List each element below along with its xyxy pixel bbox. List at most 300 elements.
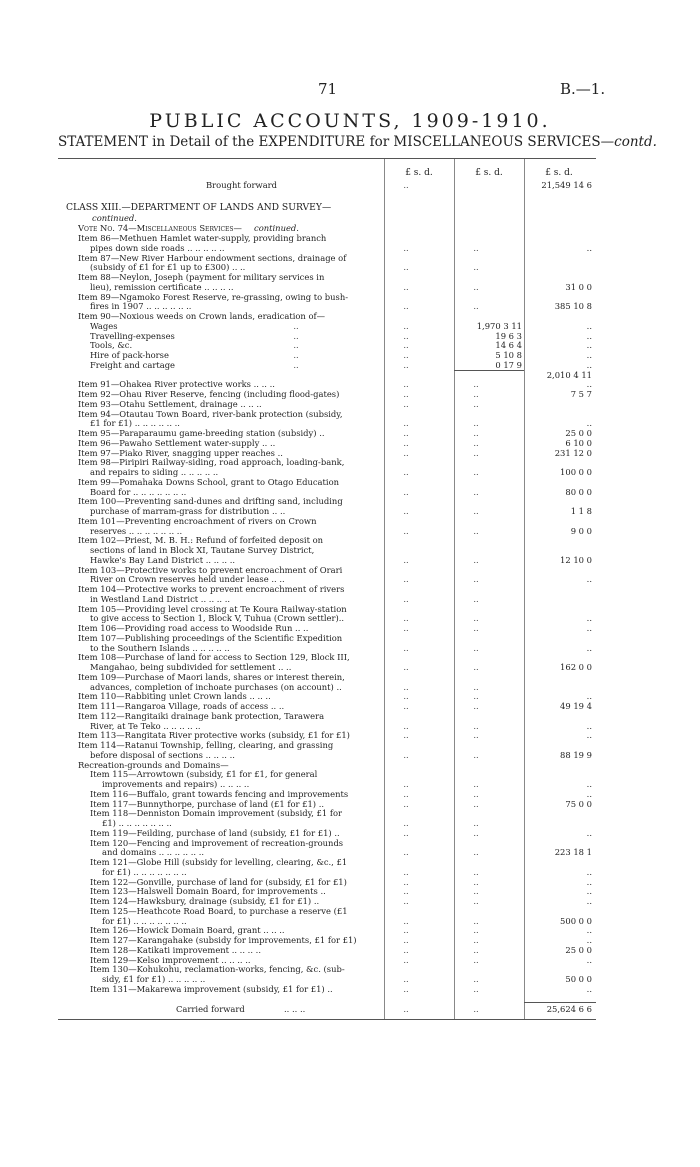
table-row bbox=[58, 808, 596, 818]
item-description: purchase of marram-grass for distribution .. .. bbox=[90, 506, 286, 516]
item-description: Item 105—Providing level crossing at Te Koura Railway-station bbox=[78, 603, 347, 614]
dots-col1: .. bbox=[403, 467, 409, 477]
item-description: Item 110—Rabbiting unlet Crown lands .. .. .. bbox=[78, 691, 271, 702]
table-row bbox=[58, 311, 596, 321]
table-row bbox=[58, 955, 596, 965]
table-row bbox=[58, 360, 596, 370]
dots-col2: .. bbox=[473, 749, 479, 760]
table-row bbox=[58, 301, 596, 311]
amount-col3: 2,010 4 11 bbox=[546, 369, 592, 380]
item-description: Item 98—Piripiri Railway-siding, road approach, loading-bank, bbox=[78, 457, 345, 468]
amount-col3: .. bbox=[586, 320, 592, 331]
dots-col1: .. bbox=[403, 749, 409, 760]
table-row bbox=[58, 487, 596, 497]
dots-col2: .. bbox=[473, 681, 479, 692]
dots-col1: .. bbox=[403, 320, 409, 331]
table-row bbox=[58, 662, 596, 672]
dots-col1: .. bbox=[403, 262, 409, 273]
table-row bbox=[58, 740, 596, 750]
table-row bbox=[58, 340, 596, 350]
dots-col1: .. bbox=[403, 340, 409, 351]
table-row bbox=[58, 253, 596, 263]
amount-col3: 223 18 1 bbox=[554, 847, 592, 858]
dots-col1: .. bbox=[403, 447, 409, 458]
dots-col1: .. bbox=[403, 720, 409, 731]
vote-continued-text: continued. bbox=[254, 223, 299, 233]
amount-col3: 75 0 0 bbox=[565, 798, 592, 809]
amount-col3: 49 19 4 bbox=[560, 701, 592, 711]
subtitle-suffix: —contd. bbox=[600, 134, 657, 150]
dots-col1: .. bbox=[403, 506, 409, 516]
item-description: Item 119—Feilding, purchase of land (subsidy, £1 for £1) .. bbox=[90, 827, 340, 838]
item-description: £1 for £1) .. .. .. .. .. .. bbox=[90, 418, 180, 429]
table-row bbox=[58, 643, 596, 653]
amount-col3: .. bbox=[586, 359, 592, 370]
item-description: improvements and repairs) .. .. .. .. bbox=[102, 779, 250, 789]
brought-forward-label: Brought forward bbox=[206, 180, 278, 190]
subtitle-main: STATEMENT in Detail of the EXPENDITURE for MISCELLANEOUS SERVICES bbox=[58, 134, 601, 150]
item-description: Item 94—Otautau Town Board, river-bank protection (subsidy, bbox=[78, 408, 343, 419]
item-description: Item 92—Ohau River Reserve, fencing (including flood-gates) bbox=[78, 389, 340, 399]
dots-col1: .. bbox=[403, 301, 409, 312]
page-title: PUBLIC ACCOUNTS, 1909-1910. bbox=[149, 110, 551, 132]
table-row bbox=[58, 535, 596, 545]
item-description: sections of land in Block XI, Tautane Survey District, bbox=[90, 545, 315, 555]
dots-col1: .. bbox=[403, 798, 409, 809]
item-description: Wages bbox=[90, 320, 118, 331]
table-row bbox=[58, 409, 596, 419]
dots-col1: .. bbox=[403, 359, 409, 370]
amount-col3: 25 0 0 bbox=[565, 944, 592, 955]
amount-col3: .. bbox=[586, 866, 592, 877]
table-row bbox=[58, 594, 596, 604]
item-description: Item 87—New River Harbour endowment sections, drainage of bbox=[78, 252, 347, 263]
item-description: advances, completion of inchoate purchases (on account) .. bbox=[90, 681, 342, 692]
table-row bbox=[58, 399, 596, 409]
item-description: Freight and cartage bbox=[90, 359, 176, 370]
dots-leader: .. bbox=[293, 330, 299, 341]
table-row bbox=[58, 633, 596, 643]
item-description: River, at Te Teko .. .. .. .. .. bbox=[90, 720, 201, 731]
table-row bbox=[58, 730, 596, 740]
table-row bbox=[58, 877, 596, 887]
dots-col1: .. bbox=[403, 437, 409, 448]
brought-forward-row bbox=[58, 180, 596, 190]
item-description: Item 102—Priest, M. B. H.: Refund of forfeited deposit on bbox=[78, 535, 324, 546]
dots-col1: .. bbox=[403, 818, 409, 828]
dots-col2: .. bbox=[473, 398, 479, 409]
item-description: reserves .. .. .. .. .. .. .. bbox=[90, 525, 183, 536]
dots-col2: .. bbox=[473, 642, 479, 653]
amount-col3: .. bbox=[586, 779, 592, 789]
table-row bbox=[58, 457, 596, 467]
dots-col2: .. bbox=[473, 428, 479, 438]
dots-col2: .. bbox=[473, 301, 479, 312]
amount-col3: 385 10 8 bbox=[554, 301, 592, 312]
dots-col2: .. bbox=[473, 447, 479, 458]
table-row bbox=[58, 691, 596, 701]
table-row bbox=[58, 331, 596, 341]
item-description: Item 111—Rangaroa Village, roads of access .. .. bbox=[78, 701, 285, 711]
dots-col1: .. bbox=[403, 389, 409, 399]
dots-col1: .. bbox=[403, 788, 409, 799]
item-description: Item 125—Heathcote Road Board, to purchase a reserve (£1 bbox=[90, 905, 348, 916]
dots-col1: .. bbox=[403, 847, 409, 858]
amount-col3: .. bbox=[586, 730, 592, 741]
dots-col2: .. bbox=[473, 574, 479, 585]
page-number: 71 bbox=[318, 80, 338, 98]
dots-col1: .. bbox=[403, 180, 409, 190]
item-description: Board for .. .. .. .. .. .. .. bbox=[90, 486, 187, 497]
table-row bbox=[58, 701, 596, 711]
item-description: Item 91—Ohakea River protective works .. .. .. bbox=[78, 379, 275, 390]
table-row bbox=[58, 516, 596, 526]
dots-col1: .. bbox=[403, 525, 409, 536]
item-description: Item 104—Protective works to prevent encroachment of rivers bbox=[78, 584, 345, 594]
dots-col1: .. bbox=[403, 662, 409, 672]
table-row bbox=[58, 925, 596, 935]
dots-col1: .. bbox=[403, 281, 409, 292]
dots-col2: .. bbox=[473, 389, 479, 399]
dots-col1: .. bbox=[403, 681, 409, 692]
item-description: Item 126—Howick Domain Board, grant .. .. .. bbox=[90, 925, 285, 936]
amount-col3: .. bbox=[586, 691, 592, 702]
table-row bbox=[58, 545, 596, 555]
amount-col3: .. bbox=[586, 642, 592, 653]
dots-col2: .. bbox=[473, 691, 479, 702]
statement-subtitle bbox=[58, 134, 657, 150]
amount-col3: 31 0 0 bbox=[565, 281, 592, 292]
amount-col2: 0 17 9 bbox=[495, 359, 522, 370]
table-row bbox=[58, 867, 596, 877]
item-description: pipes down side roads .. .. .. .. .. bbox=[90, 242, 225, 253]
amount-col3: 50 0 0 bbox=[565, 974, 592, 984]
dots-col2: .. bbox=[473, 935, 479, 945]
item-description: Item 112—Rangitaiki drainage bank protection, Tarawera bbox=[78, 710, 325, 721]
item-description: Item 120—Fencing and improvement of recreation-grounds bbox=[90, 837, 344, 848]
table-row bbox=[58, 467, 596, 477]
class-heading-text: CLASS XIII.—DEPARTMENT OF LANDS AND SURVEY— bbox=[66, 203, 332, 213]
item-description: Travelling-expenses bbox=[90, 330, 175, 341]
dots-col2: .. bbox=[473, 944, 479, 955]
table-row bbox=[58, 896, 596, 906]
table-row bbox=[58, 750, 596, 760]
table-row bbox=[58, 389, 596, 399]
dots-col1: .. bbox=[403, 730, 409, 741]
table-row bbox=[58, 652, 596, 662]
dots-col1: .. bbox=[403, 379, 409, 390]
item-description: Item 88—Neylon, Joseph (payment for military services in bbox=[78, 272, 325, 282]
amount-col3: .. bbox=[586, 242, 592, 253]
item-description: Item 95—Paraparaumu game-breeding station (subsidy) .. bbox=[78, 428, 325, 438]
table-row bbox=[58, 906, 596, 916]
item-description: for £1) .. .. .. .. .. .. .. bbox=[102, 915, 187, 926]
amount-col3: .. bbox=[586, 925, 592, 936]
amount-col3: .. bbox=[586, 983, 592, 994]
table-row bbox=[58, 233, 596, 243]
table-row bbox=[58, 945, 596, 955]
table-row bbox=[58, 799, 596, 809]
item-description: Hire of pack-horse bbox=[90, 350, 169, 360]
dots-col1: .. bbox=[403, 642, 409, 653]
amount-col3: .. bbox=[586, 886, 592, 897]
dots-col1: .. bbox=[403, 935, 409, 945]
page-reference: B.—1. bbox=[560, 80, 606, 98]
dots-leader: .. bbox=[293, 320, 299, 331]
amount-col3: 12 10 0 bbox=[560, 554, 592, 565]
amount-col3: .. bbox=[586, 876, 592, 887]
dots-col1: .. bbox=[403, 944, 409, 955]
dots-col2: .. bbox=[473, 613, 479, 624]
amount-col3: 7 5 7 bbox=[570, 389, 592, 399]
table-row bbox=[58, 789, 596, 799]
amount-col2: 1,970 3 11 bbox=[476, 320, 522, 331]
table-row bbox=[58, 818, 596, 828]
carried-forward-row bbox=[58, 1004, 596, 1014]
item-description: Item 127—Karangahake (subsidy for improvements, £1 for £1) bbox=[90, 935, 357, 945]
dots-leader: .. bbox=[293, 350, 299, 360]
dots-col1: .. bbox=[403, 896, 409, 906]
dots-col2: .. bbox=[473, 262, 479, 273]
amount-col3: 162 0 0 bbox=[560, 662, 592, 672]
dots-col2: .. bbox=[473, 1004, 479, 1014]
item-description: Mangahao, being subdivided for settlement .. .. bbox=[90, 662, 292, 672]
table-row bbox=[58, 847, 596, 857]
column-headers bbox=[58, 168, 596, 180]
total-rule bbox=[524, 1002, 596, 1003]
table-row bbox=[58, 672, 596, 682]
item-description: Item 86—Methuen Hamlet water-supply, providing branch bbox=[78, 233, 327, 243]
item-description: Item 106—Providing road access to Woodside Run .. .. bbox=[78, 623, 309, 633]
amount-col3: .. bbox=[586, 330, 592, 341]
item-description: Item 128—Katikati improvement .. .. .. .. bbox=[90, 944, 261, 955]
table-row bbox=[58, 769, 596, 779]
table-row bbox=[58, 292, 596, 302]
item-description: to the Southern Islands .. .. .. .. .. bbox=[90, 642, 230, 653]
dots-col1: .. bbox=[403, 330, 409, 341]
dots-col1: .. bbox=[403, 915, 409, 926]
item-description: £1) .. .. .. .. .. .. .. bbox=[102, 818, 172, 828]
dots-col1: .. bbox=[403, 1004, 409, 1014]
dots-col1: .. bbox=[403, 350, 409, 360]
item-description: sidy, £1 for £1) .. .. .. .. .. bbox=[102, 974, 206, 984]
dots-col1: .. bbox=[403, 876, 409, 887]
item-description: Item 108—Purchase of land for access to Section 129, Block III, bbox=[78, 652, 350, 663]
item-description: Item 115—Arrowtown (subsidy, £1 for £1, for general bbox=[90, 769, 318, 780]
dots-col2: .. bbox=[473, 467, 479, 477]
dots-col1: .. bbox=[403, 623, 409, 633]
amount-col3: .. bbox=[586, 340, 592, 351]
item-description: Item 129—Kelso improvement .. .. .. .. bbox=[90, 954, 251, 965]
table-row bbox=[58, 964, 596, 974]
dots-col2: .. bbox=[473, 379, 479, 390]
table-row bbox=[58, 418, 596, 428]
dots-col1: .. bbox=[403, 428, 409, 438]
item-description: Item 116—Buffalo, grant towards fencing and improvements bbox=[90, 788, 349, 799]
dots-col2: .. bbox=[473, 701, 479, 711]
table-row bbox=[58, 565, 596, 575]
table-row bbox=[58, 477, 596, 487]
dots-col2: .. bbox=[473, 886, 479, 897]
item-description: Item 124—Hawksbury, drainage (subsidy, £1 for £1) .. bbox=[90, 896, 320, 906]
item-description: Item 89—Ngamoko Forest Reserve, re-grassing, owing to bush- bbox=[78, 291, 349, 302]
amount-col2: 14 6 4 bbox=[495, 340, 522, 351]
amount-col3: 1 1 8 bbox=[570, 506, 592, 516]
dots-col2: .. bbox=[473, 593, 479, 604]
item-description: in Westland Land District .. .. .. .. bbox=[90, 593, 231, 604]
table-row bbox=[58, 272, 596, 282]
dots-col2: .. bbox=[473, 486, 479, 497]
dots-col1: .. bbox=[403, 886, 409, 897]
amount-col3: .. bbox=[586, 574, 592, 585]
item-description: Item 103—Protective works to prevent encroachment of Orari bbox=[78, 564, 343, 575]
table-row bbox=[58, 857, 596, 867]
dots-col1: .. bbox=[403, 574, 409, 585]
vote-heading-text: Vote No. 74—Miscellaneous Services— bbox=[78, 223, 242, 233]
amount-col3: 88 19 9 bbox=[560, 749, 592, 760]
dots-col2: .. bbox=[473, 662, 479, 672]
dots-col2: .. bbox=[473, 954, 479, 965]
item-description: Item 97—Piako River, snagging upper reaches .. bbox=[78, 447, 283, 458]
dots-col1: .. bbox=[403, 701, 409, 711]
dots-col1: .. bbox=[403, 954, 409, 965]
dots-col1: .. bbox=[403, 398, 409, 409]
dots-col2: .. bbox=[473, 418, 479, 429]
amount-col3: 6 10 0 bbox=[565, 437, 592, 448]
class-continued bbox=[58, 213, 596, 223]
dots-col1: .. bbox=[403, 827, 409, 838]
amount-col3: .. bbox=[586, 720, 592, 731]
dots-col1: .. bbox=[403, 418, 409, 429]
dots-col2: .. bbox=[473, 788, 479, 799]
dots-col1: .. bbox=[403, 554, 409, 565]
dots-col2: .. bbox=[473, 876, 479, 887]
item-description: Item 101—Preventing encroachment of rivers on Crown bbox=[78, 515, 317, 526]
item-description: Item 114—Ratanui Township, felling, clearing, and grassing bbox=[78, 740, 334, 750]
item-description: River on Crown reserves held under lease .. .. bbox=[90, 574, 285, 585]
table-row bbox=[58, 886, 596, 896]
dots-col1: .. bbox=[403, 866, 409, 877]
dots-leader: .. bbox=[293, 340, 299, 351]
table-row bbox=[58, 604, 596, 614]
table-row bbox=[58, 438, 596, 448]
dots-col1: .. bbox=[403, 925, 409, 936]
item-description: Item 122—Gonville, purchase of land for (subsidy, £1 for £1) bbox=[90, 876, 347, 887]
table-row bbox=[58, 526, 596, 536]
table-row bbox=[58, 262, 596, 272]
amount-col3: 80 0 0 bbox=[565, 486, 592, 497]
column-header-3: £ s. d. bbox=[545, 168, 573, 178]
amount-col3: .. bbox=[586, 350, 592, 360]
item-description: Item 131—Makarewa improvement (subsidy, £1 for £1) .. bbox=[90, 983, 333, 994]
table-row bbox=[58, 623, 596, 633]
table-row bbox=[58, 243, 596, 253]
amount-col3: .. bbox=[586, 379, 592, 390]
amount-col3: .. bbox=[586, 613, 592, 624]
carried-forward-total: 25,624 6 6 bbox=[546, 1004, 592, 1014]
amount-col3: .. bbox=[586, 827, 592, 838]
item-description: lieu), remission certificate .. .. .. .. bbox=[90, 281, 234, 292]
amount-col2: 19 6 3 bbox=[495, 330, 522, 341]
dots-col2: .. bbox=[473, 730, 479, 741]
table-row bbox=[58, 448, 596, 458]
dots-col2: .. bbox=[473, 623, 479, 633]
table-row bbox=[58, 935, 596, 945]
table-row bbox=[58, 282, 596, 292]
dots-col2: .. bbox=[473, 281, 479, 292]
table-row bbox=[58, 370, 596, 380]
table-row bbox=[58, 555, 596, 565]
amount-col3: .. bbox=[586, 623, 592, 633]
table-row bbox=[58, 574, 596, 584]
amount-col3: .. bbox=[586, 788, 592, 799]
item-description: Tools, &c. bbox=[90, 340, 133, 351]
amount-col3: 9 0 0 bbox=[570, 525, 592, 536]
carried-forward-dots: .. .. .. bbox=[284, 1004, 306, 1014]
carried-forward-label: Carried forward bbox=[176, 1004, 245, 1014]
dots-leader: .. bbox=[293, 359, 299, 370]
dots-col2: .. bbox=[473, 818, 479, 828]
dots-col2: .. bbox=[473, 242, 479, 253]
table-row bbox=[58, 613, 596, 623]
item-description: and domains .. .. .. .. .. .. bbox=[102, 847, 205, 858]
item-description: Hawke's Bay Land District .. .. .. .. bbox=[90, 554, 236, 565]
item-description: and repairs to siding .. .. .. .. .. bbox=[90, 467, 219, 477]
item-description: for £1) .. .. .. .. .. .. .. bbox=[102, 866, 187, 877]
item-description: Item 113—Rangitata River protective works (subsidy, £1 for £1) bbox=[78, 730, 350, 741]
item-description: fires in 1907 .. .. .. .. .. .. bbox=[90, 301, 192, 312]
dots-col1: .. bbox=[403, 983, 409, 994]
vote-heading bbox=[58, 223, 596, 233]
table-row bbox=[58, 584, 596, 594]
amount-col3: .. bbox=[586, 896, 592, 906]
item-description: Item 99—Pomahaka Downs School, grant to Otago Education bbox=[78, 476, 340, 487]
table-row bbox=[58, 379, 596, 389]
table-row bbox=[58, 760, 596, 770]
table-row bbox=[58, 828, 596, 838]
item-description: to give access to Section 1, Block V, Tuhua (Crown settler).. bbox=[90, 613, 345, 624]
dots-col1: .. bbox=[403, 779, 409, 789]
amount-col3: 100 0 0 bbox=[560, 467, 592, 477]
dots-col2: .. bbox=[473, 827, 479, 838]
item-description: before disposal of sections .. .. .. .. bbox=[90, 749, 235, 760]
table-row bbox=[58, 321, 596, 331]
table-row bbox=[58, 682, 596, 692]
table-row bbox=[58, 984, 596, 994]
amount-col3: .. bbox=[586, 418, 592, 429]
dots-col1: .. bbox=[403, 593, 409, 604]
table-row bbox=[58, 506, 596, 516]
item-description: Item 96—Pawaho Settlement water-supply .. .. bbox=[78, 437, 276, 448]
item-description: Item 130—Kohukohu, reclamation-works, fencing, &c. (sub- bbox=[90, 964, 345, 975]
brought-forward-total: 21,549 14 6 bbox=[541, 180, 592, 190]
dots-col2: .. bbox=[473, 779, 479, 789]
amount-col3: .. bbox=[586, 954, 592, 965]
item-description: Item 107—Publishing proceedings of the Scientific Expedition bbox=[78, 632, 343, 643]
class-heading bbox=[58, 203, 596, 213]
table-row bbox=[58, 974, 596, 984]
table-row bbox=[58, 711, 596, 721]
dots-col1: .. bbox=[403, 691, 409, 702]
item-description: Item 121—Globe Hill (subsidy for levelling, clearing, &c., £1 bbox=[90, 857, 348, 867]
class-continued-text: continued. bbox=[92, 213, 137, 223]
dots-col2: .. bbox=[473, 525, 479, 536]
item-description: Item 90—Noxious weeds on Crown lands, eradication of— bbox=[78, 311, 325, 321]
item-description: Item 118—Denniston Domain improvement (subsidy, £1 for bbox=[90, 808, 343, 819]
dots-col2: .. bbox=[473, 974, 479, 984]
item-description: Item 100—Preventing sand-dunes and drifting sand, including bbox=[78, 496, 343, 507]
item-description: Item 123—Halswell Domain Board, for improvements .. bbox=[90, 886, 326, 897]
